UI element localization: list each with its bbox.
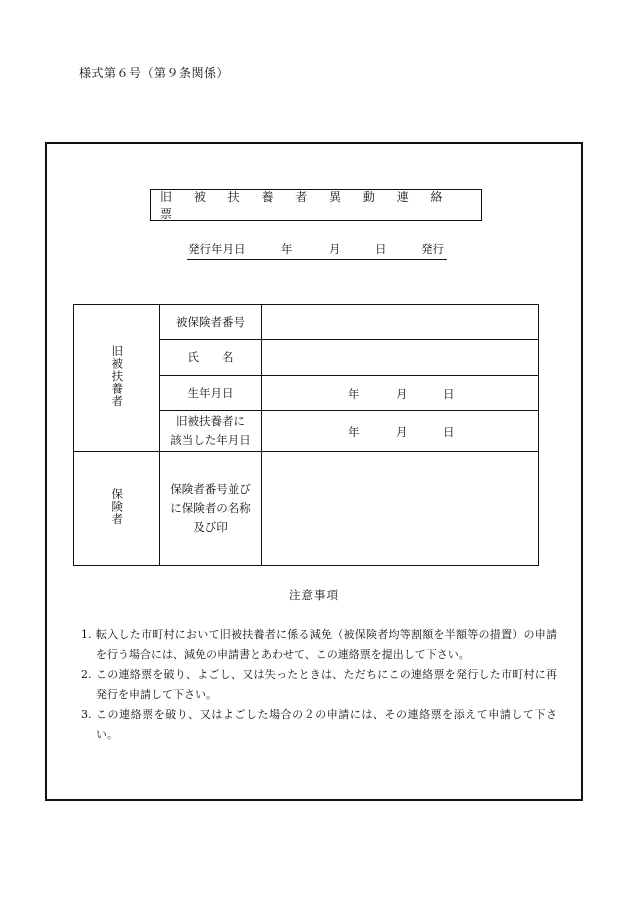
former-dependent-day-unit: 日: [443, 425, 455, 439]
former-dependent-date-field[interactable]: [262, 411, 539, 452]
birth-year-unit: 年: [348, 387, 360, 401]
name-field[interactable]: [262, 340, 539, 376]
issue-year-unit: 年: [281, 242, 293, 256]
former-dependent-date-label-line1: 旧被扶養者に: [176, 414, 245, 428]
form-number: 様式第６号（第９条関係）: [79, 66, 230, 80]
birth-date-field[interactable]: [262, 376, 539, 411]
insurer-info-label: [160, 452, 262, 566]
note-item: [81, 705, 557, 745]
note-text: この連絡票を破り、又はよごした場合の２の申請には、その連絡票を添えて申請して下さい。: [96, 708, 557, 741]
note-number: 2.: [81, 668, 92, 681]
former-dependent-date-label-line2: 該当した年月日: [170, 433, 251, 447]
form-frame: [45, 142, 583, 801]
issue-date-label: 発行年月日: [188, 242, 246, 256]
note-item: [81, 665, 557, 705]
former-dependent-group-header: [74, 305, 160, 452]
insurer-group-label: 保険者: [110, 488, 125, 526]
insured-number-label: 被保険者番号: [160, 305, 262, 340]
notes-list: [81, 625, 557, 745]
former-dependent-month-unit: 月: [396, 425, 408, 439]
former-dependent-year-unit: 年: [348, 425, 360, 439]
insurer-info-label-line3: 及び印: [193, 520, 228, 534]
birth-month-unit: 月: [396, 387, 408, 401]
note-number: 1.: [81, 628, 92, 641]
insurer-info-label-line2: に保険者の名称: [170, 501, 251, 515]
insurer-info-label-line1: 保険者番号並び: [170, 482, 251, 496]
former-dependent-group-label: 旧被扶養者: [110, 345, 125, 408]
dependent-info-table: [73, 304, 539, 566]
note-text: 転入した市町村において旧被扶養者に係る減免（被保険者均等割額を半額等の措置）の申請を行う場合には、減免の申請書とあわせて、この連絡票を提出して下さい。: [96, 628, 557, 661]
form-title: 旧 被 扶 養 者 異 動 連 絡 票: [150, 189, 482, 221]
note-text: この連絡票を破り、よごし、又は失ったときは、ただちにこの連絡票を発行した市町村に再発行を申請して下さい。: [96, 668, 557, 701]
notes-heading: 注意事項: [289, 588, 339, 602]
name-label: 氏 名: [160, 340, 262, 376]
former-dependent-date-label: [160, 411, 262, 452]
issue-suffix: 発行: [421, 242, 444, 256]
birth-date-label: 生年月日: [160, 376, 262, 411]
note-item: [81, 625, 557, 665]
issue-month-unit: 月: [329, 242, 341, 256]
insurer-info-field[interactable]: [262, 452, 539, 566]
birth-day-unit: 日: [443, 387, 455, 401]
issue-date-line: [187, 241, 447, 260]
insured-number-field[interactable]: [262, 305, 539, 340]
insurer-group-header: [74, 452, 160, 566]
issue-day-unit: 日: [375, 242, 387, 256]
note-number: 3.: [81, 708, 92, 721]
